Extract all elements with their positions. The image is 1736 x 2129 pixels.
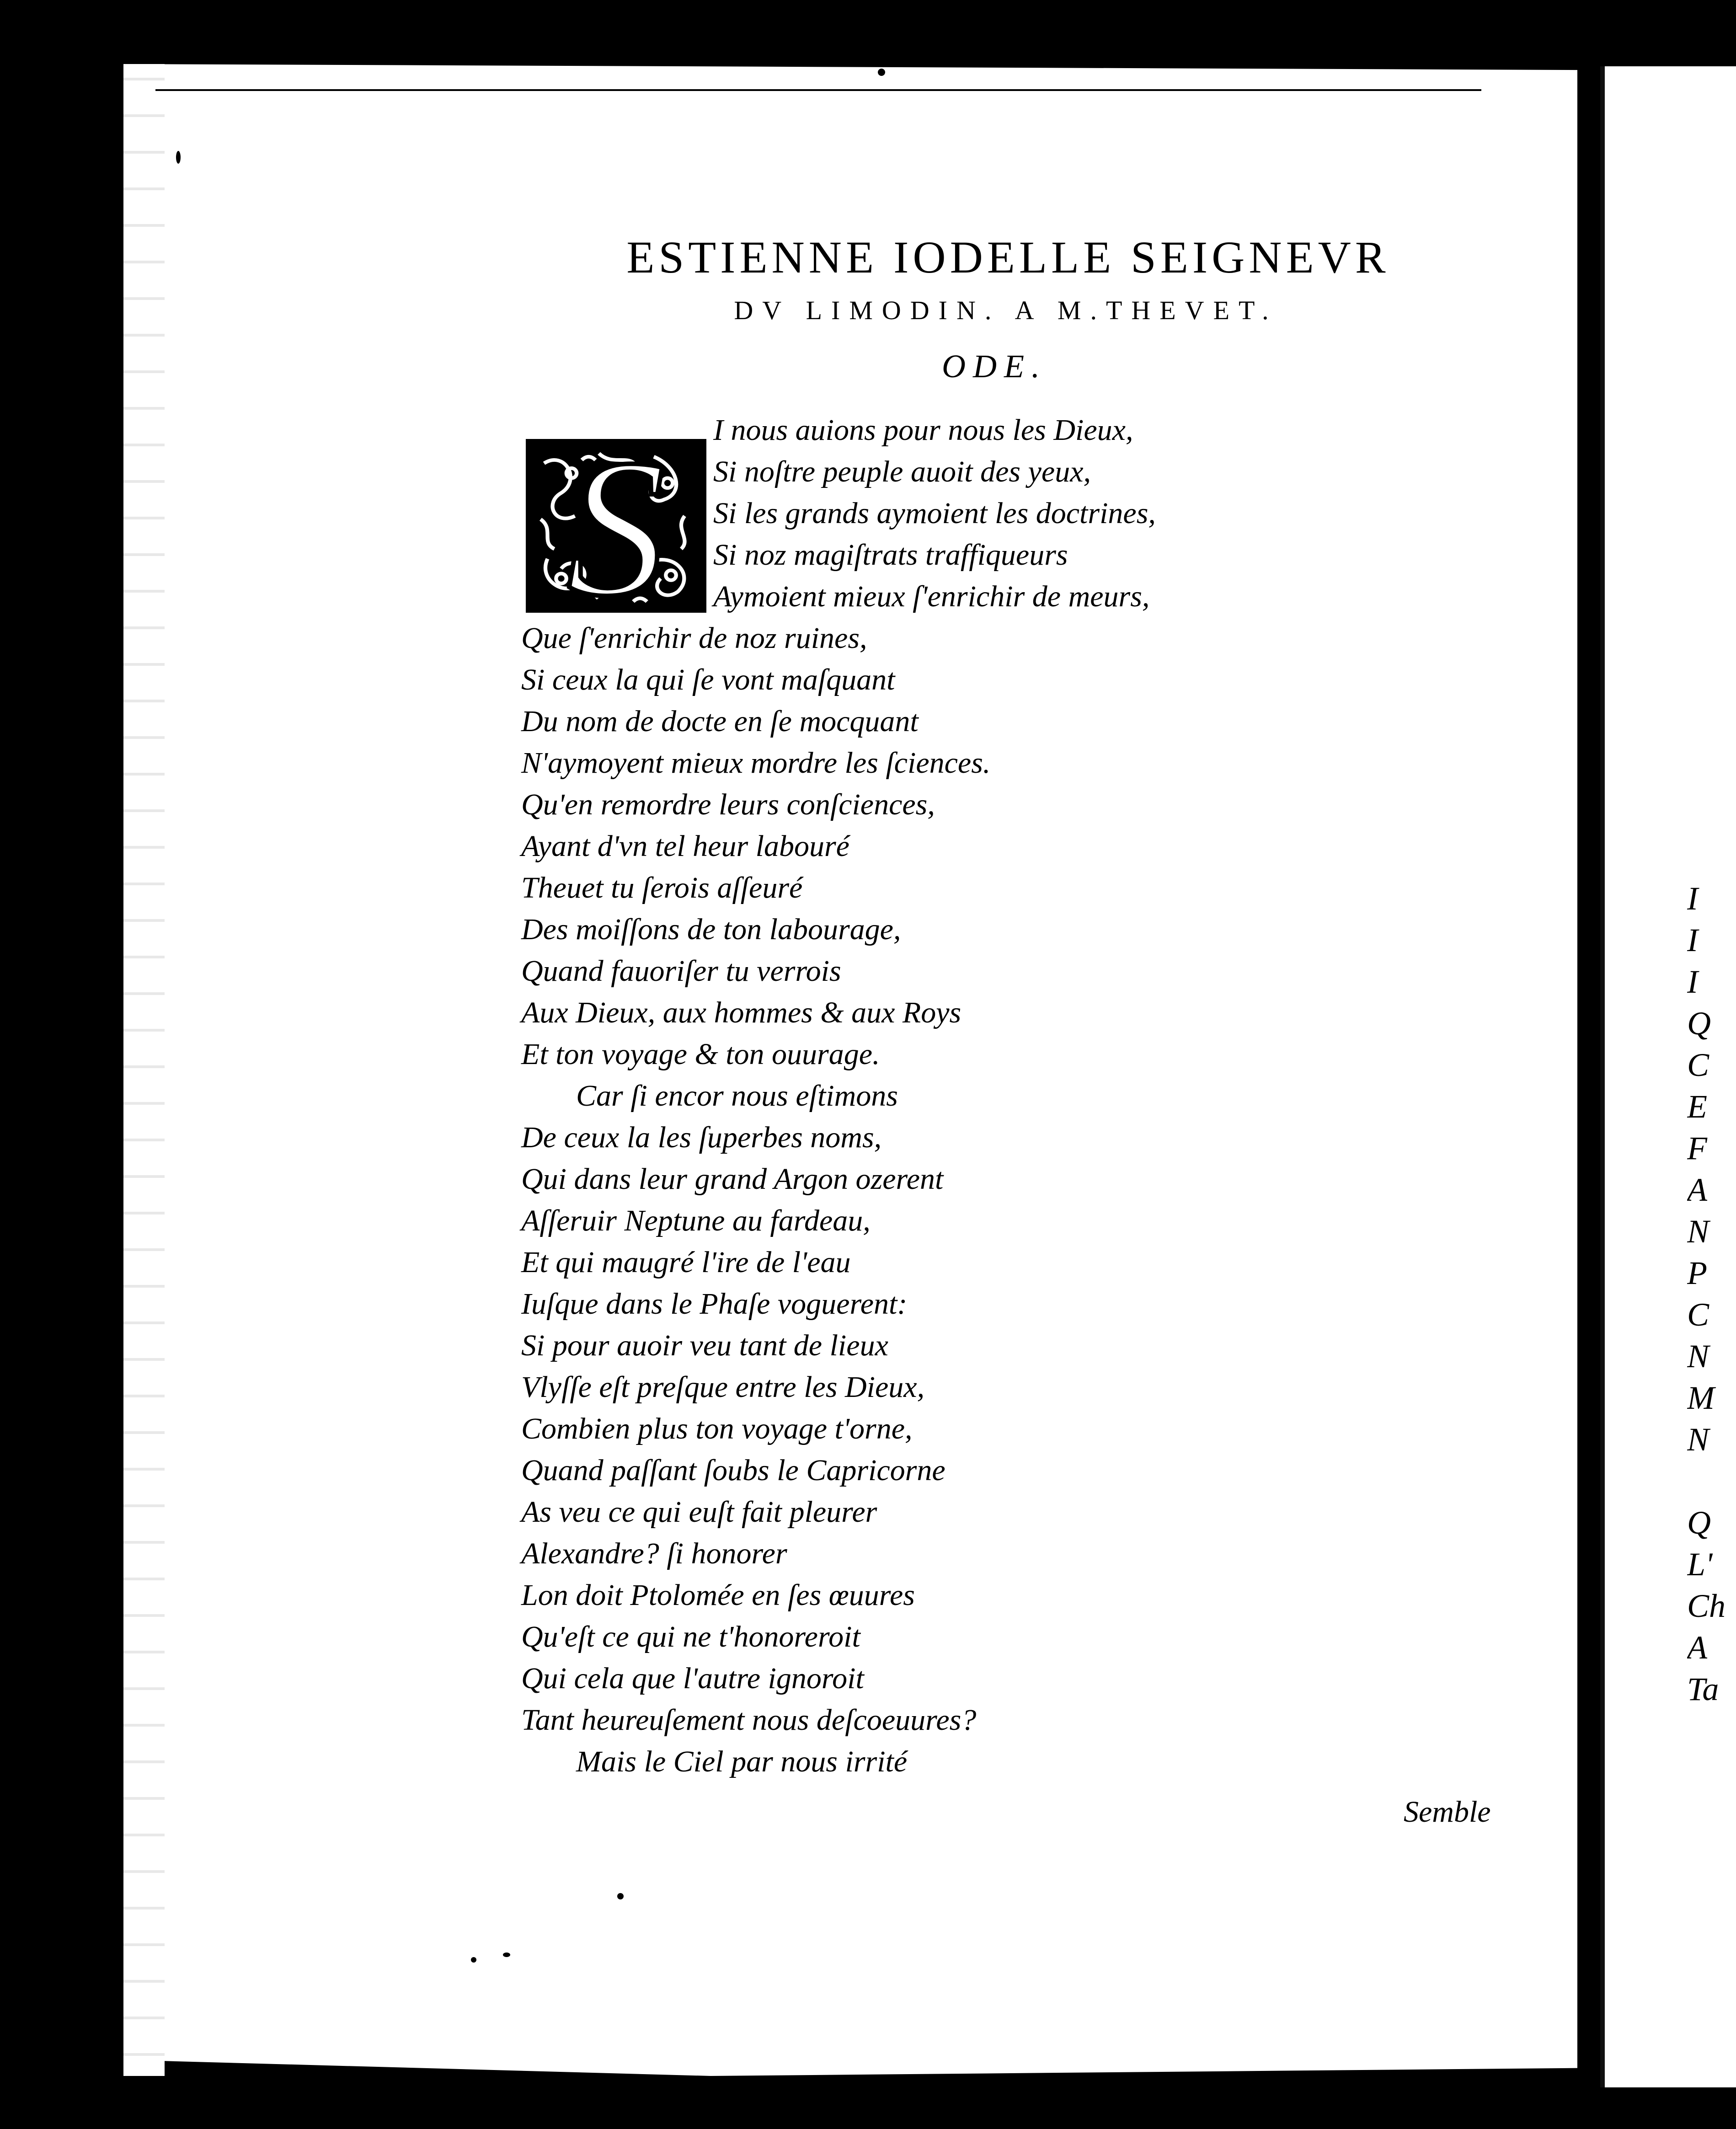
poem-line: As veu ce qui euſt fait pleurer — [521, 1495, 877, 1529]
poem-line: Qu'eſt ce qui ne t'honoreroit — [521, 1620, 860, 1653]
ink-speck — [503, 1952, 510, 1957]
next-page-text — [1687, 878, 1736, 1710]
poem-line: Alexandre? ſi honorer — [521, 1537, 787, 1570]
poem-line: Du nom de docte en ſe mocquant — [521, 705, 919, 738]
next-page-line-start: C — [1687, 1047, 1709, 1083]
poem-line: Lon doit Ptolomée en ſes œuures — [521, 1578, 915, 1612]
poem-line: Quand fauoriſer tu verrois — [521, 954, 841, 988]
next-page-line-start: Q — [1687, 1005, 1711, 1042]
catchword: Semble — [1404, 1795, 1491, 1829]
next-page-line-start: M — [1687, 1380, 1715, 1416]
next-page-line-start: N — [1687, 1421, 1709, 1458]
poem-line: Mais le Ciel par nous irrité — [576, 1745, 908, 1778]
ink-speck — [471, 1957, 476, 1963]
poem-line: Aux Dieux, aux hommes & aux Roys — [521, 996, 961, 1029]
next-page-line-start: F — [1687, 1130, 1707, 1166]
poem-line: Si les grands aymoient les doctrines, — [713, 497, 1156, 530]
ode-heading: ODE. — [942, 348, 1047, 385]
ink-speck — [878, 69, 885, 76]
next-page-line-start: A — [1687, 1171, 1707, 1208]
poem-line: Car ſi encor nous eſtimons — [576, 1079, 898, 1113]
next-page-line-start: N — [1687, 1213, 1709, 1250]
poem-line: Combien plus ton voyage t'orne, — [521, 1412, 913, 1445]
poem-line: N'aymoyent mieux mordre les ſciences. — [521, 746, 991, 780]
poem-line: Qui cela que l'autre ignoroit — [521, 1662, 864, 1695]
poem-line: I nous auions pour nous les Dieux, — [713, 413, 1133, 447]
next-page-line-start — [1687, 1460, 1736, 1502]
page-subtitle: DV LIMODIN. A M.THEVET. — [734, 295, 1278, 325]
poem-line: Ayant d'vn tel heur labouré — [521, 829, 849, 863]
next-page-line-start: I — [1687, 963, 1698, 1000]
poem-line: Si pour auoir veu tant de lieux — [521, 1329, 888, 1362]
poem-line: Si noſtre peuple auoit des yeux, — [713, 455, 1091, 488]
poem-line: Et qui maugré l'ire de l'eau — [521, 1246, 851, 1279]
page-left-edge — [123, 64, 165, 2076]
poem-line: Theuet tu ſerois aſſeuré — [521, 871, 803, 904]
poem-line: Qu'en remordre leurs conſciences, — [521, 788, 935, 821]
next-page-line-start: N — [1687, 1338, 1709, 1375]
poem-line: De ceux la les ſuperbes noms, — [521, 1121, 882, 1154]
poem-line: Iuſque dans le Phaſe voguerent: — [521, 1287, 908, 1321]
poem-line: Quand paſſant ſoubs le Capricorne — [521, 1454, 945, 1487]
poem-line: Aſſeruir Neptune au fardeau, — [521, 1204, 871, 1237]
next-page-line-start: I — [1687, 880, 1698, 917]
page-title: ESTIENNE IODELLE SEIGNEVR — [626, 232, 1390, 283]
poem-line: Aymoient mieux ſ'enrichir de meurs, — [713, 580, 1150, 613]
next-page-line-start: L' — [1687, 1546, 1713, 1583]
next-page-line-start: P — [1687, 1255, 1707, 1291]
next-page-line-start: C — [1687, 1296, 1709, 1333]
next-page-line-start: E — [1687, 1088, 1707, 1125]
decorated-initial — [526, 419, 706, 637]
next-page-line-start: I — [1687, 922, 1698, 958]
poem-line: Tant heureuſement nous deſcoeuures? — [521, 1703, 977, 1737]
ink-speck — [176, 151, 181, 164]
next-page-line-start: Q — [1687, 1504, 1711, 1541]
poem-line: Vlyſſe eſt preſque entre les Dieux, — [521, 1370, 925, 1404]
poem-line: Des moiſſons de ton labourage, — [521, 913, 901, 946]
initial-letter: S — [567, 419, 665, 637]
top-rule — [155, 89, 1481, 91]
poem-line: Si ceux la qui ſe vont maſquant — [521, 663, 895, 696]
poem-line: Que ſ'enrichir de noz ruines, — [521, 621, 867, 655]
poem-line: Qui dans leur grand Argon ozerent — [521, 1162, 944, 1196]
next-page-line-start: Ta — [1687, 1671, 1719, 1707]
poem-line: Si noz magiſtrats traffiqueurs — [713, 538, 1068, 572]
next-page-line-start: A — [1687, 1629, 1707, 1666]
ink-speck — [617, 1893, 624, 1899]
next-page-line-start: Ch — [1687, 1588, 1726, 1624]
poem-line: Et ton voyage & ton ouurage. — [521, 1038, 880, 1071]
